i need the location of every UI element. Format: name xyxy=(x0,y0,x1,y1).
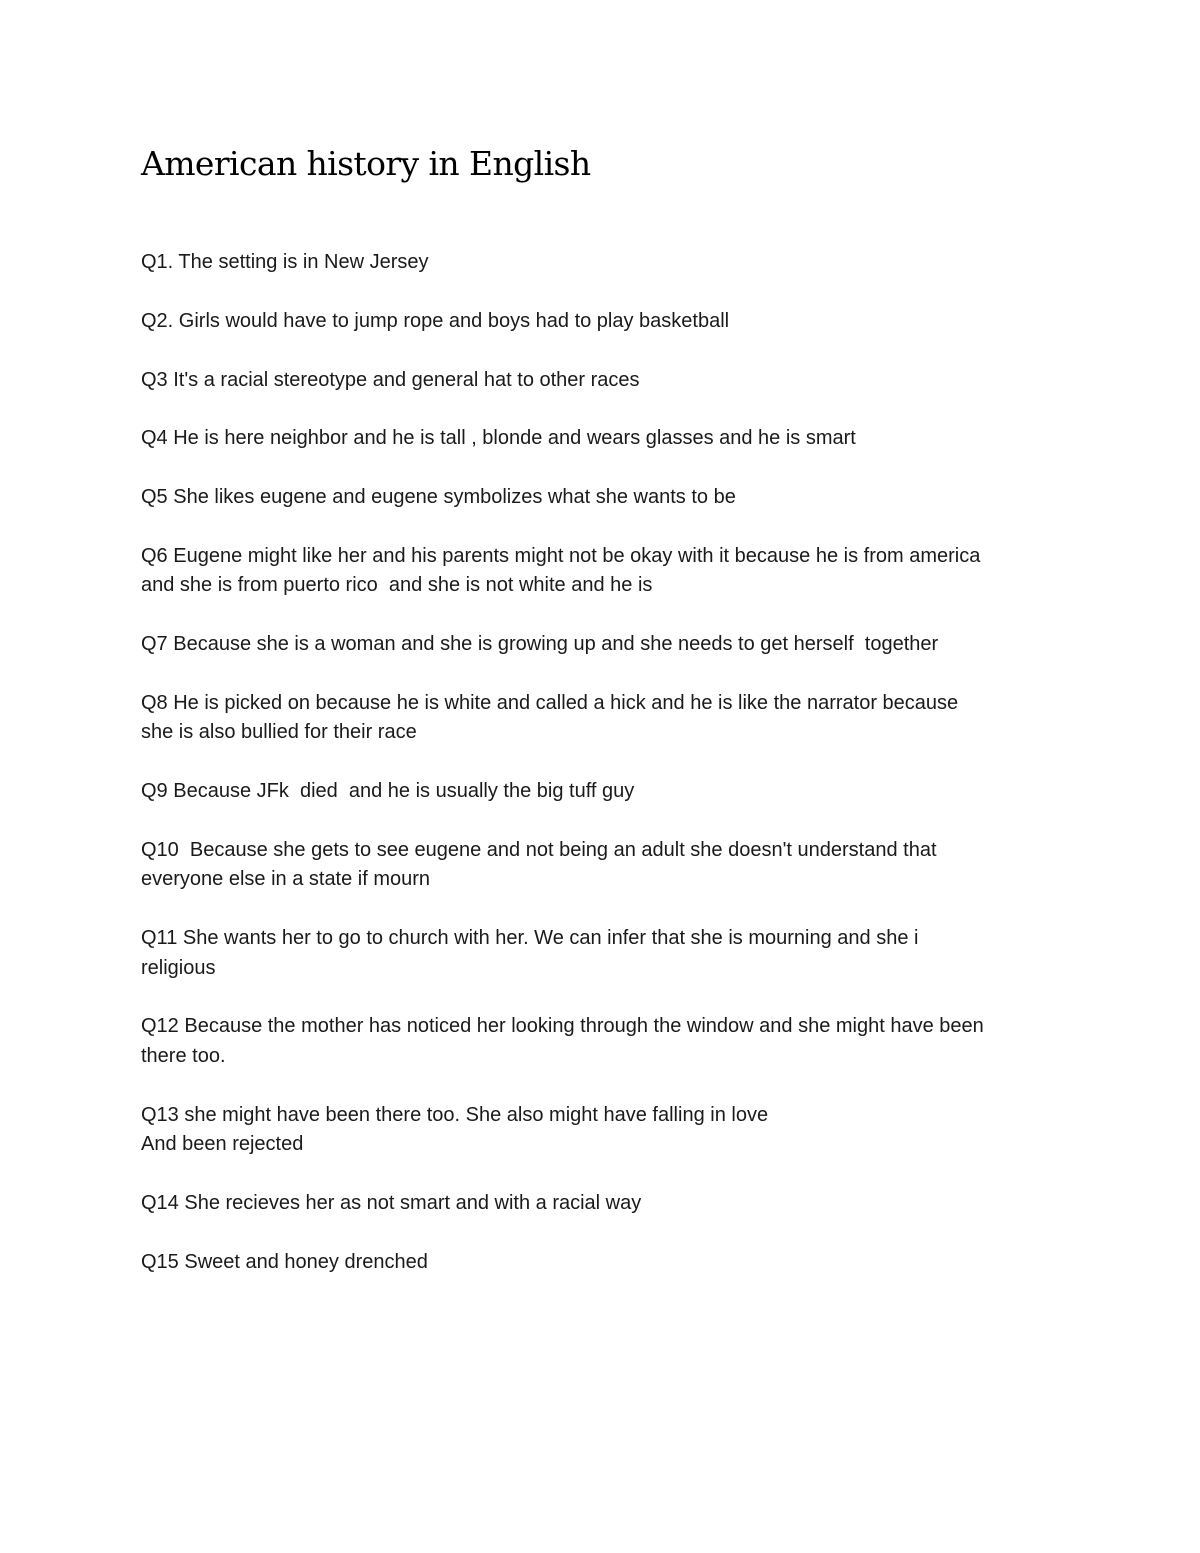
answer-q6: Q6 Eugene might like her and his parents might not be okay with it because he is from america and she is from puerto rico and she is not white and he is xyxy=(141,544,981,597)
answer-list xyxy=(141,248,1071,1306)
answer-q3: Q3 It's a racial stereotype and general hat to other races xyxy=(141,368,640,391)
answer-q15: Q15 Sweet and honey drenched xyxy=(141,1250,428,1273)
answer-q1: Q1. The setting is in New Jersey xyxy=(141,251,429,273)
document-title: American history in English xyxy=(141,144,591,183)
answer-q7: Q7 Because she is a woman and she is growing up and she needs to get herself together xyxy=(141,633,939,656)
answer-q10: Q10 Because she gets to see eugene and not being an adult she doesn't understand that everyone else in a state if mourn xyxy=(141,838,937,891)
answer-q9: Q9 Because JFk died and he is usually the big tuff guy xyxy=(141,780,635,803)
answer-q11: Q11 She wants her to go to church with her. We can infer that she is mourning and she i religious xyxy=(141,927,919,979)
answer-q4: Q4 He is here neighbor and he is tall , blonde and wears glasses and he is smart xyxy=(141,427,856,450)
answer-q8: Q8 He is picked on because he is white and called a hick and he is like the narrator because she is also bullied for their race xyxy=(141,691,959,744)
answer-q14: Q14 She recieves her as not smart and with a racial way xyxy=(141,1191,642,1214)
answer-q12: Q12 Because the mother has noticed her looking through the window and she might have been there too. xyxy=(141,1015,984,1067)
answer-q13: Q13 she might have been there too. She also might have falling in love And been rejected xyxy=(141,1103,769,1155)
answer-q5: Q5 She likes eugene and eugene symbolizes what she wants to be xyxy=(141,486,736,509)
answer-q2: Q2. Girls would have to jump rope and boys had to play basketball xyxy=(141,309,730,332)
